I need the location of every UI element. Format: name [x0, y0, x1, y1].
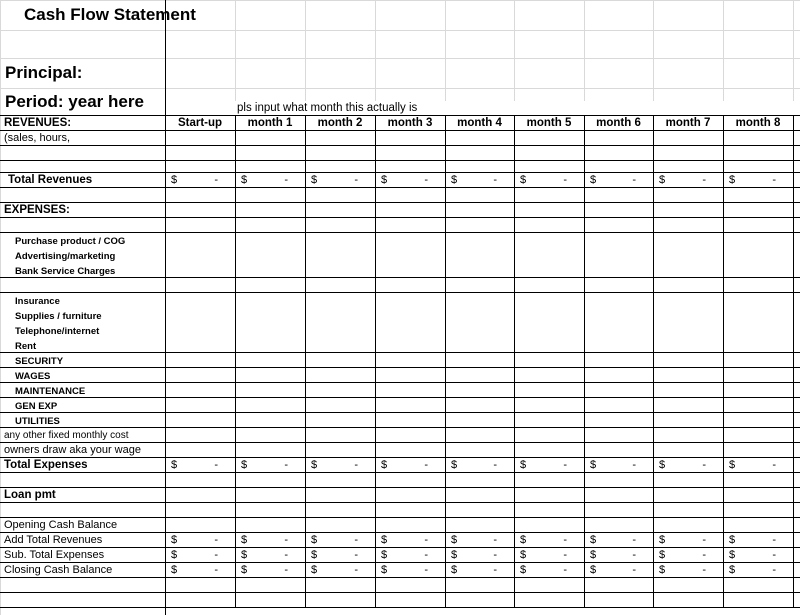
add-total-revenues-label: Add Total Revenues [4, 534, 103, 546]
value-cell[interactable]: - [632, 549, 636, 561]
grid-line [0, 0, 1, 615]
value-cell[interactable]: - [563, 564, 567, 576]
value-cell[interactable]: - [493, 459, 497, 471]
value-cell[interactable]: - [493, 549, 497, 561]
value-cell[interactable]: - [632, 534, 636, 546]
value-cell[interactable]: - [702, 534, 706, 546]
expense-item-label: Rent [15, 341, 37, 352]
grid-line [0, 232, 800, 233]
revenues-label: REVENUES: [4, 117, 72, 129]
value-cell[interactable]: - [632, 459, 636, 471]
currency-symbol: $ [590, 549, 597, 561]
value-cell[interactable]: - [772, 564, 776, 576]
currency-symbol: $ [729, 459, 736, 471]
grid-line [0, 502, 800, 503]
grid-line [0, 145, 800, 146]
currency-symbol: $ [171, 459, 178, 471]
column-header: month 7 [665, 117, 711, 129]
value-cell[interactable]: - [702, 549, 706, 561]
currency-symbol: $ [729, 174, 736, 186]
currency-symbol: $ [381, 174, 388, 186]
grid-line [0, 88, 800, 89]
grid-line [0, 607, 800, 608]
value-cell[interactable]: - [772, 534, 776, 546]
column-header: month 6 [596, 117, 641, 129]
currency-symbol: $ [729, 549, 736, 561]
currency-symbol: $ [659, 459, 666, 471]
grid-line [0, 472, 800, 473]
expense-item-label: Supplies / furniture [15, 311, 102, 322]
value-cell[interactable]: - [214, 549, 218, 561]
grid-line [165, 0, 166, 615]
grid-line [0, 58, 800, 59]
grid-line [0, 367, 800, 368]
currency-symbol: $ [659, 564, 666, 576]
expense-item-label: MAINTENANCE [15, 386, 86, 397]
value-cell[interactable]: - [493, 534, 497, 546]
currency-symbol: $ [171, 534, 178, 546]
period-label: Period: year here [5, 92, 144, 111]
value-cell[interactable]: - [632, 564, 636, 576]
expense-item-label: GEN EXP [15, 401, 58, 412]
column-header: month 1 [247, 117, 293, 129]
grid-line [653, 115, 654, 607]
grid-line [445, 0, 446, 101]
grid-line [0, 487, 800, 488]
total-expenses-label: Total Expenses [4, 459, 88, 471]
grid-line [0, 202, 800, 203]
currency-symbol: $ [590, 564, 597, 576]
opening-cash-balance-label: Opening Cash Balance [4, 519, 118, 531]
currency-symbol: $ [311, 459, 318, 471]
grid-line [0, 217, 800, 218]
grid-line [0, 577, 800, 578]
value-cell[interactable]: - [284, 564, 288, 576]
currency-symbol: $ [659, 174, 666, 186]
value-cell[interactable]: - [563, 549, 567, 561]
value-cell[interactable]: - [354, 174, 358, 186]
grid-line [0, 382, 800, 383]
grid-line [0, 30, 800, 31]
grid-line [0, 187, 800, 188]
total-revenues-label: Total Revenues [8, 174, 93, 186]
grid-line [514, 0, 515, 101]
currency-symbol: $ [520, 564, 527, 576]
closing-cash-balance-label: Closing Cash Balance [4, 564, 113, 576]
currency-symbol: $ [590, 459, 597, 471]
grid-line [0, 532, 800, 533]
currency-symbol: $ [171, 564, 178, 576]
currency-symbol: $ [311, 564, 318, 576]
currency-symbol: $ [590, 174, 597, 186]
grid-line [793, 115, 794, 607]
sub-total-expenses-label: Sub. Total Expenses [4, 549, 105, 561]
expense-item-label: Insurance [15, 296, 60, 307]
grid-line [793, 0, 794, 101]
grid-line [0, 412, 800, 413]
grid-line [0, 592, 800, 593]
column-header: month 8 [735, 117, 781, 129]
currency-symbol: $ [311, 534, 318, 546]
value-cell[interactable]: - [424, 549, 428, 561]
grid-line [0, 547, 800, 548]
column-header: month 5 [526, 117, 572, 129]
grid-line [445, 115, 446, 607]
value-cell[interactable]: - [424, 534, 428, 546]
value-cell[interactable]: - [424, 459, 428, 471]
value-cell[interactable]: - [772, 459, 776, 471]
revenues-sub-label: (sales, hours, [4, 132, 71, 144]
grid-line [0, 517, 800, 518]
currency-symbol: $ [451, 174, 458, 186]
value-cell[interactable]: - [214, 534, 218, 546]
currency-symbol: $ [451, 549, 458, 561]
grid-line [235, 0, 236, 101]
value-cell[interactable]: - [214, 174, 218, 186]
grid-line [305, 115, 306, 607]
value-cell[interactable]: - [702, 564, 706, 576]
grid-line [584, 115, 585, 607]
principal-label: Principal: [5, 63, 83, 82]
value-cell[interactable]: - [632, 174, 636, 186]
currency-symbol: $ [729, 534, 736, 546]
grid-line [0, 397, 800, 398]
currency-symbol: $ [241, 534, 248, 546]
currency-symbol: $ [590, 534, 597, 546]
currency-symbol: $ [451, 564, 458, 576]
currency-symbol: $ [520, 549, 527, 561]
grid-line [0, 352, 800, 353]
grid-line [723, 115, 724, 607]
currency-symbol: $ [241, 549, 248, 561]
value-cell[interactable]: - [772, 549, 776, 561]
value-cell[interactable]: - [563, 174, 567, 186]
value-cell[interactable]: - [284, 459, 288, 471]
grid-line [375, 0, 376, 101]
currency-symbol: $ [381, 564, 388, 576]
currency-symbol: $ [241, 174, 248, 186]
value-cell[interactable]: - [563, 459, 567, 471]
other-cost-label: any other fixed monthly cost [4, 430, 129, 441]
grid-line [0, 562, 800, 563]
currency-symbol: $ [311, 549, 318, 561]
currency-symbol: $ [659, 549, 666, 561]
value-cell[interactable]: - [354, 564, 358, 576]
value-cell[interactable]: - [284, 174, 288, 186]
owners-draw-label: owners draw aka your wage [4, 444, 141, 456]
expense-item-label: WAGES [15, 371, 51, 382]
currency-symbol: $ [520, 534, 527, 546]
grid-line [723, 0, 724, 101]
currency-symbol: $ [381, 459, 388, 471]
grid-line [0, 292, 800, 293]
column-header: month 4 [457, 117, 502, 129]
column-header: month 2 [317, 117, 363, 129]
value-cell[interactable]: - [493, 174, 497, 186]
column-header: Start-up [177, 117, 223, 129]
value-cell[interactable]: - [354, 549, 358, 561]
grid-line [514, 115, 515, 607]
grid-line [653, 0, 654, 101]
currency-symbol: $ [311, 174, 318, 186]
grid-line [375, 115, 376, 607]
value-cell[interactable]: - [702, 174, 706, 186]
sheet-title: Cash Flow Statement [24, 5, 196, 24]
expense-item-label: SECURITY [15, 356, 64, 367]
value-cell[interactable]: - [772, 174, 776, 186]
expense-item-label: UTILITIES [15, 416, 60, 427]
grid-line [0, 172, 800, 173]
currency-symbol: $ [451, 459, 458, 471]
currency-symbol: $ [241, 564, 248, 576]
grid-line [584, 0, 585, 101]
value-cell[interactable]: - [214, 564, 218, 576]
grid-line [0, 277, 800, 278]
grid-line [305, 0, 306, 101]
currency-symbol: $ [171, 174, 178, 186]
expense-item-label: Advertising/marketing [15, 251, 116, 262]
currency-symbol: $ [729, 564, 736, 576]
value-cell[interactable]: - [702, 459, 706, 471]
value-cell[interactable]: - [354, 459, 358, 471]
currency-symbol: $ [520, 459, 527, 471]
currency-symbol: $ [451, 534, 458, 546]
grid-line [0, 160, 800, 161]
loan-pmt-label: Loan pmt [4, 489, 56, 501]
currency-symbol: $ [381, 549, 388, 561]
value-cell[interactable]: - [284, 534, 288, 546]
expense-item-label: Purchase product / COG [15, 236, 126, 247]
value-cell[interactable]: - [424, 174, 428, 186]
currency-symbol: $ [381, 534, 388, 546]
value-cell[interactable]: - [354, 534, 358, 546]
currency-symbol: $ [241, 459, 248, 471]
expenses-label: EXPENSES: [4, 204, 70, 216]
currency-symbol: $ [171, 549, 178, 561]
value-cell[interactable]: - [284, 549, 288, 561]
value-cell[interactable]: - [424, 564, 428, 576]
expense-item-label: Bank Service Charges [15, 266, 116, 277]
grid-line [235, 115, 236, 607]
value-cell[interactable]: - [214, 459, 218, 471]
grid-line [0, 0, 800, 1]
currency-symbol: $ [520, 174, 527, 186]
expense-item-label: Telephone/internet [15, 326, 100, 337]
month-input-note: pls input what month this actually is [237, 102, 418, 114]
value-cell[interactable]: - [493, 564, 497, 576]
value-cell[interactable]: - [563, 534, 567, 546]
currency-symbol: $ [659, 534, 666, 546]
column-header: month 3 [387, 117, 433, 129]
